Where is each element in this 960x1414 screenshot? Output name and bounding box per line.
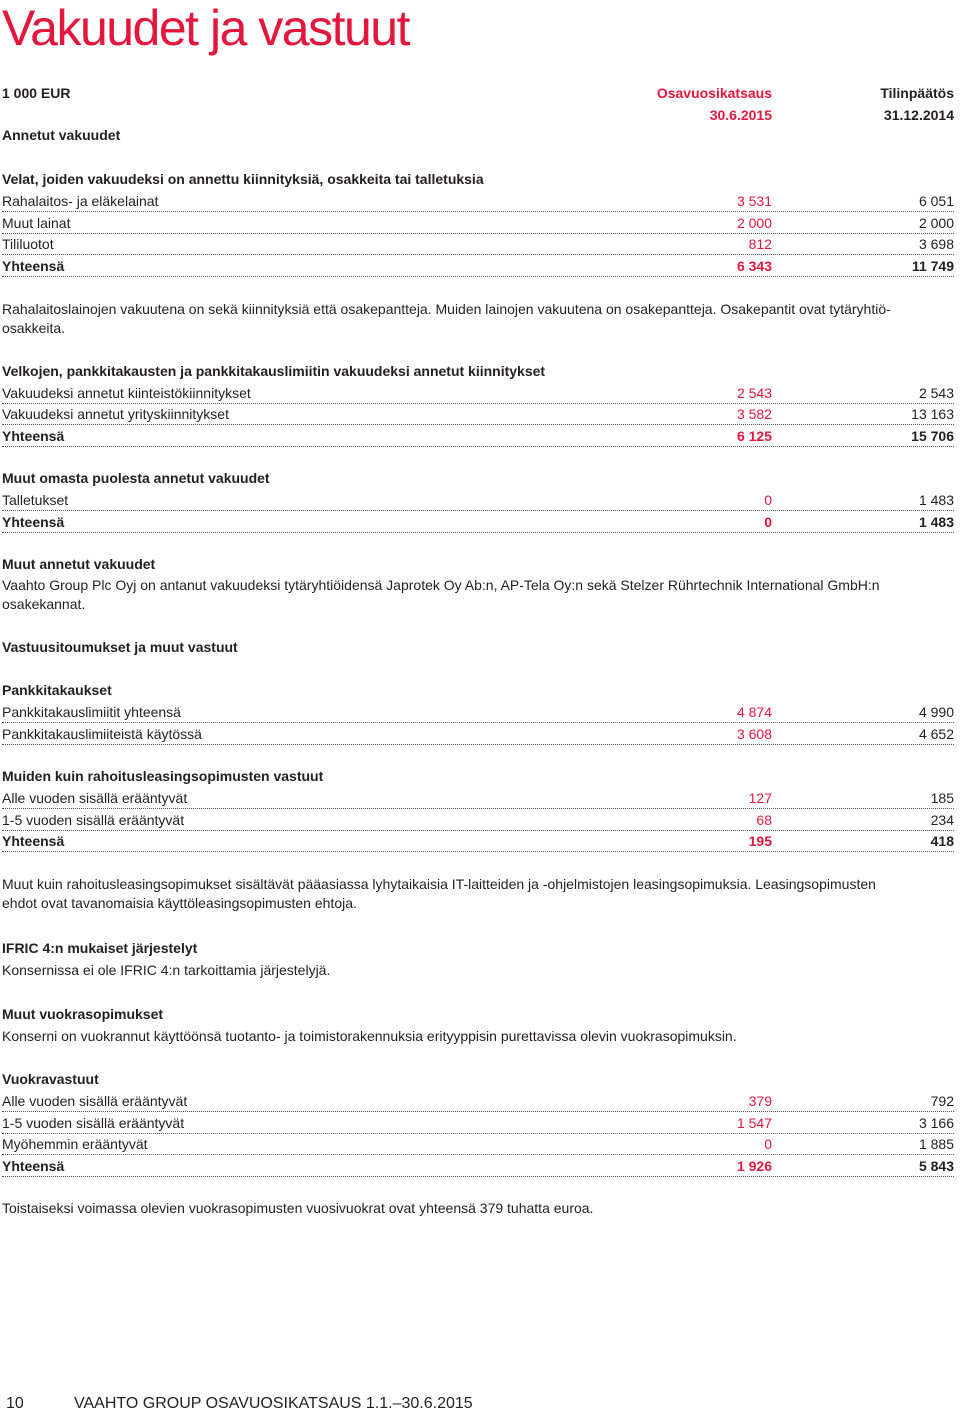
row-label: Alle vuoden sisällä erääntyvät xyxy=(2,1093,188,1109)
value-2014: 4 652 xyxy=(918,726,954,742)
collateral-paragraph xyxy=(2,576,954,614)
value-2015: 195 xyxy=(748,833,772,849)
value-2015: 379 xyxy=(748,1093,772,1109)
row-label: Yhteensä xyxy=(2,1158,65,1174)
value-2015: 3 582 xyxy=(736,406,772,422)
unit-label: 1 000 EUR xyxy=(2,85,71,101)
table-row xyxy=(2,213,954,234)
row-label: Yhteensä xyxy=(2,258,65,274)
total-row xyxy=(2,426,954,447)
col2-header: Tilinpäätös xyxy=(880,85,954,101)
value-2014: 792 xyxy=(930,1093,954,1109)
table-row xyxy=(2,788,954,809)
section-label: Annetut vakuudet xyxy=(2,127,121,143)
note-line: ehdot ovat tavanomaisia käyttöleasingsopimusten ehtoja. xyxy=(2,895,357,911)
value-2014: 13 163 xyxy=(911,406,954,422)
note-line: Rahalaitoslainojen vakuutena on sekä kiinnityksiä että osakepantteja. Muiden lainojen vakuutena on osakepantteja. Osakepantit ovat tytäryhtiö- xyxy=(2,301,891,317)
value-2015: 812 xyxy=(748,236,772,252)
note-paragraph xyxy=(2,875,954,913)
footer-publication: VAAHTO GROUP OSAVUOSIKATSAUS 1.1.–30.6.2015 xyxy=(74,1395,473,1412)
section-heading-other-leases: Muut vuokrasopimukset xyxy=(2,1006,164,1022)
note-line: osakkeita. xyxy=(2,320,66,336)
row-label: Tililuotot xyxy=(2,236,54,252)
value-2015: 6 125 xyxy=(736,428,772,444)
table-row xyxy=(2,810,954,831)
value-2015: 1 547 xyxy=(736,1115,772,1131)
value-2015: 1 926 xyxy=(736,1158,772,1174)
table-row xyxy=(2,490,954,511)
value-2014: 15 706 xyxy=(911,428,954,444)
table-row xyxy=(2,1134,954,1155)
rental-note: Toistaiseksi voimassa olevien vuokrasopimusten vuosivuokrat ovat yhteensä 379 tuhatta euroa. xyxy=(2,1200,594,1216)
col2-date: 31.12.2014 xyxy=(883,107,954,123)
value-2014: 1 483 xyxy=(918,514,954,530)
total-row xyxy=(2,256,954,277)
row-label: Vakuudeksi annetut yrityskiinnitykset xyxy=(2,406,229,422)
section-heading-mortgages: Velkojen, pankkitakausten ja pankkitakauslimiitin vakuudeksi annetut kiinnitykset xyxy=(2,363,546,379)
table-row xyxy=(2,1091,954,1112)
value-2014: 185 xyxy=(930,790,954,806)
value-2014: 6 051 xyxy=(918,193,954,209)
section-heading-operating-leases: Muiden kuin rahoitusleasingsopimusten vastuut xyxy=(2,768,324,784)
table-row xyxy=(2,702,954,723)
col1-date: 30.6.2015 xyxy=(709,107,772,123)
value-2014: 234 xyxy=(930,812,954,828)
page-number: 10 xyxy=(6,1395,24,1412)
table-row xyxy=(2,383,954,404)
table-row xyxy=(2,724,954,745)
table-row xyxy=(2,234,954,255)
row-label: Muut lainat xyxy=(2,215,71,231)
note-paragraph xyxy=(2,300,954,338)
value-2014: 2 000 xyxy=(918,215,954,231)
value-2015: 127 xyxy=(748,790,772,806)
note-line: Muut kuin rahoitusleasingsopimukset sisältävät pääasiassa lyhytaikaisia IT-laitteiden ja -ohjelmistojen leasingsopimuksia. Leasingsopimusten xyxy=(2,876,876,892)
paragraph-line: Vaahto Group Plc Oyj on antanut vakuudeksi tytäryhtiöidensä Japrotek Oy Ab:n, AP-Tela Oy:n sekä Stelzer Rührtechnik International GmbH:n xyxy=(2,577,880,593)
other-leases-text: Konserni on vuokrannut käyttöönsä tuotanto- ja toimistorakennuksia erityyppisin purettavissa olevin vuokrasopimuksin. xyxy=(2,1028,737,1044)
table-row xyxy=(2,191,954,212)
section-heading-commitments: Vastuusitoumukset ja muut vastuut xyxy=(2,639,238,655)
value-2015: 6 343 xyxy=(736,258,772,274)
section-heading-bank-guarantees: Pankkitakaukset xyxy=(2,682,112,698)
row-label: Yhteensä xyxy=(2,428,65,444)
value-2015: 4 874 xyxy=(736,704,772,720)
section-heading-other-collateral: Muut annetut vakuudet xyxy=(2,556,156,572)
value-2015: 0 xyxy=(764,514,772,530)
col1-header: Osavuosikatsaus xyxy=(656,85,772,101)
value-2014: 5 843 xyxy=(918,1158,954,1174)
value-2014: 2 543 xyxy=(918,385,954,401)
row-label: Myöhemmin erääntyvät xyxy=(2,1136,148,1152)
row-label: Pankkitakauslimiiteistä käytössä xyxy=(2,726,202,742)
value-2014: 1 885 xyxy=(918,1136,954,1152)
section-heading-secured-debts: Velat, joiden vakuudeksi on annettu kiinnityksiä, osakkeita tai talletuksia xyxy=(2,171,484,187)
value-2015: 68 xyxy=(756,812,772,828)
section-heading-other-own-collateral: Muut omasta puolesta annetut vakuudet xyxy=(2,470,270,486)
row-label: Pankkitakauslimiitit yhteensä xyxy=(2,704,181,720)
row-label: 1-5 vuoden sisällä erääntyvät xyxy=(2,1115,185,1131)
paragraph-line: osakekannat. xyxy=(2,596,86,612)
value-2015: 0 xyxy=(764,492,772,508)
value-2015: 3 531 xyxy=(736,193,772,209)
row-label: 1-5 vuoden sisällä erääntyvät xyxy=(2,812,185,828)
table-row xyxy=(2,404,954,425)
value-2015: 2 000 xyxy=(736,215,772,231)
page-title: Vakuudet ja vastuut xyxy=(2,0,409,56)
row-label: Alle vuoden sisällä erääntyvät xyxy=(2,790,188,806)
row-label: Talletukset xyxy=(2,492,69,508)
ifric4-text: Konsernissa ei ole IFRIC 4:n tarkoittamia järjestelyjä. xyxy=(2,962,331,978)
value-2014: 418 xyxy=(930,833,954,849)
total-row xyxy=(2,1156,954,1177)
value-2014: 4 990 xyxy=(918,704,954,720)
row-label: Vakuudeksi annetut kiinteistökiinnitykset xyxy=(2,385,251,401)
row-label: Yhteensä xyxy=(2,514,65,530)
value-2014: 3 698 xyxy=(918,236,954,252)
section-heading-ifric4: IFRIC 4:n mukaiset järjestelyt xyxy=(2,940,198,956)
total-row xyxy=(2,512,954,533)
value-2015: 2 543 xyxy=(736,385,772,401)
table-row xyxy=(2,1113,954,1134)
value-2014: 1 483 xyxy=(918,492,954,508)
row-label: Yhteensä xyxy=(2,833,65,849)
value-2014: 11 749 xyxy=(911,258,954,274)
value-2014: 3 166 xyxy=(918,1115,954,1131)
total-row xyxy=(2,831,954,852)
value-2015: 0 xyxy=(764,1136,772,1152)
section-heading-rental-liabilities: Vuokravastuut xyxy=(2,1071,99,1087)
value-2015: 3 608 xyxy=(736,726,772,742)
row-label: Rahalaitos- ja eläkelainat xyxy=(2,193,159,209)
